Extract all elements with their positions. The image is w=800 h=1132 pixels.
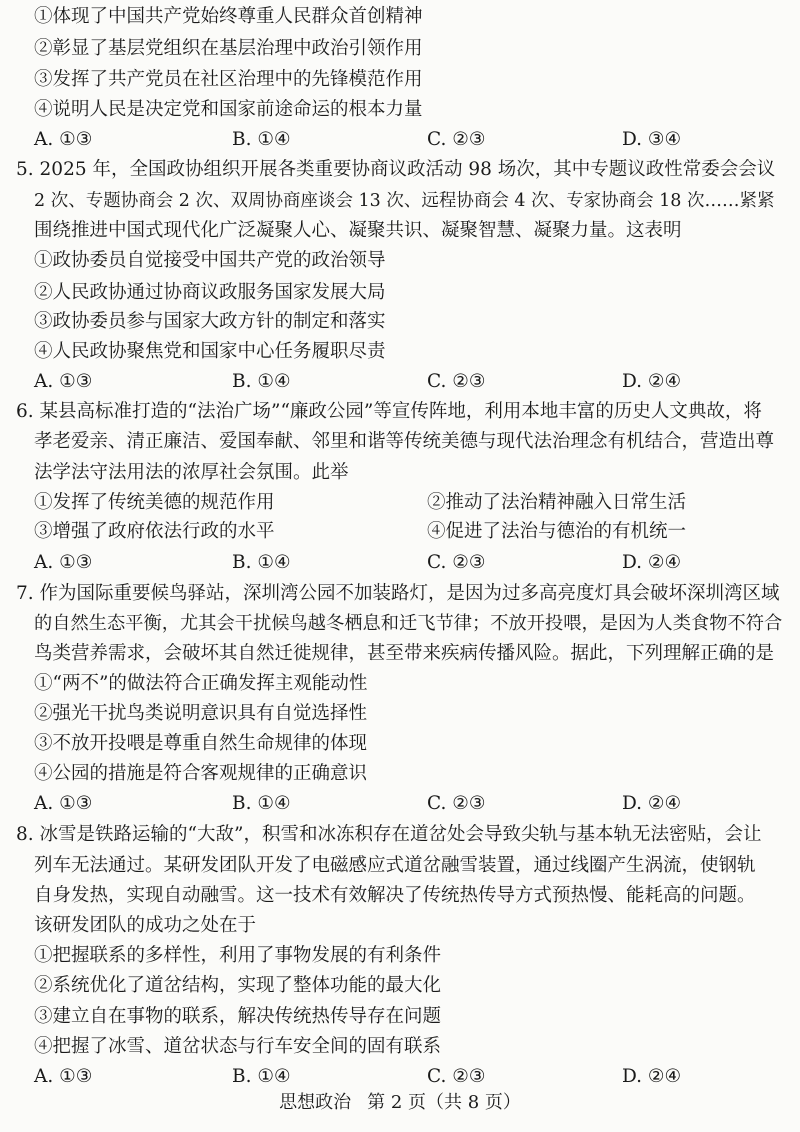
q6-stem-line-2: 孝老爱亲、清正廉洁、爱国奉献、邻里和谐等传统美德与现代法治理念有机结合，营造出尊 — [34, 431, 775, 452]
q6-statement-3: ③增强了政府依法行政的水平 — [34, 521, 275, 542]
q4-option-c[interactable]: C. ②③ — [427, 129, 486, 150]
q5-statement-1: ①政协委员自觉接受中国共产党的政治领导 — [34, 250, 386, 271]
q8-option-c[interactable]: C. ②③ — [427, 1066, 486, 1087]
q4-option-b[interactable]: B. ①④ — [232, 129, 291, 150]
q4-option-a[interactable]: A. ①③ — [34, 129, 93, 150]
footer-page-number: 第 2 页（共 8 页） — [367, 1092, 521, 1113]
q8-stem-line-4: 该研发团队的成功之处在于 — [34, 915, 257, 936]
q5-option-c[interactable]: C. ②③ — [427, 371, 486, 392]
q7-statement-3: ③不放开投喂是尊重自然生命规律的体现 — [34, 733, 368, 754]
q5-stem-line-2: 2 次、专题协商会 2 次、双周协商座谈会 13 次、远程协商会 4 次、专家协商会 18 次……紧紧 — [34, 191, 775, 211]
q5-statement-3: ③政协委员参与国家大政方针的制定和落实 — [34, 311, 386, 332]
q6-option-a[interactable]: A. ①③ — [34, 552, 93, 573]
q8-option-b[interactable]: B. ①④ — [232, 1066, 291, 1087]
q7-statement-4: ④公园的措施是符合客观规律的正确意识 — [34, 763, 368, 784]
q6-statement-1: ①发挥了传统美德的规范作用 — [34, 492, 275, 513]
q8-option-a[interactable]: A. ①③ — [34, 1066, 93, 1087]
q5-option-d[interactable]: D. ②④ — [622, 371, 682, 392]
q6-statement-4: ④促进了法治与德治的有机统一 — [427, 521, 687, 542]
footer-subject: 思想政治 — [279, 1092, 352, 1113]
q5-stem-line-1: 5. 2025 年，全国政协组织开展各类重要协商议政活动 98 场次，其中专题议政性常委会会议 — [16, 159, 776, 180]
q6-option-d[interactable]: D. ②④ — [622, 552, 682, 573]
q4-statement-1: ①体现了中国共产党始终尊重人民群众首创精神 — [34, 6, 423, 27]
q7-option-a[interactable]: A. ①③ — [34, 793, 93, 814]
q4-statement-4: ④说明人民是决定党和国家前途命运的根本力量 — [34, 99, 423, 120]
q8-stem-line-2: 列车无法通过。某研发团队开发了电磁感应式道岔融雪装置，通过线圈产生涡流，使钢轨 — [34, 855, 756, 876]
q5-statement-2: ②人民政协通过协商议政服务国家发展大局 — [34, 282, 386, 303]
q8-stem-line-1: 8. 冰雪是铁路运输的“大敌”，积雪和冰冻积存在道岔处会导致尖轨与基本轨无法密贴，会让 — [16, 824, 762, 845]
q8-statement-3: ③建立自在事物的联系，解决传统热传导存在问题 — [34, 1006, 442, 1027]
q7-statement-1: ①“两不”的做法符合正确发挥主观能动性 — [34, 673, 368, 694]
q7-stem-line-3: 鸟类营养需求，会破坏其自然迁徙规律，甚至带来疾病传播风险。据此，下列理解正确的是 — [34, 643, 775, 664]
q7-stem-line-2: 的自然生态平衡，尤其会干扰候鸟越冬栖息和迁飞节律；不放开投喂，是因为人类食物不符合 — [34, 613, 783, 634]
q7-option-c[interactable]: C. ②③ — [427, 793, 486, 814]
q6-option-c[interactable]: C. ②③ — [427, 552, 486, 573]
q8-option-d[interactable]: D. ②④ — [622, 1066, 682, 1087]
q6-statement-2: ②推动了法治精神融入日常生活 — [427, 492, 687, 513]
q8-statement-4: ④把握了冰雪、道岔状态与行车安全间的固有联系 — [34, 1036, 442, 1057]
q7-stem-line-1: 7. 作为国际重要候鸟驿站，深圳湾公园不加装路灯，是因为过多高亮度灯具会破坏深圳湾区域 — [16, 583, 780, 604]
q4-statement-3: ③发挥了共产党员在社区治理中的先锋模范作用 — [34, 69, 423, 90]
page-footer — [0, 1089, 800, 1117]
q7-statement-2: ②强光干扰鸟类说明意识具有自觉选择性 — [34, 703, 368, 724]
q5-option-b[interactable]: B. ①④ — [232, 371, 291, 392]
q7-option-b[interactable]: B. ①④ — [232, 793, 291, 814]
q5-stem-line-3: 围绕推进中国式现代化广泛凝聚人心、凝聚共识、凝聚智慧、凝聚力量。这表明 — [34, 220, 682, 241]
q4-option-d[interactable]: D. ③④ — [622, 129, 682, 150]
q8-statement-2: ②系统优化了道岔结构，实现了整体功能的最大化 — [34, 975, 442, 996]
q6-stem-line-1: 6. 某县高标准打造的“法治广场”“廉政公园”等宣传阵地，利用本地丰富的历史人文典故，将 — [16, 401, 762, 422]
q5-statement-4: ④人民政协聚焦党和国家中心任务履职尽责 — [34, 341, 386, 362]
q5-option-a[interactable]: A. ①③ — [34, 371, 93, 392]
q4-statement-2: ②彰显了基层党组织在基层治理中政治引领作用 — [34, 38, 423, 59]
q6-stem-line-3: 法学法守法用法的浓厚社会氛围。此举 — [34, 462, 349, 483]
q8-stem-line-3: 自身发热，实现自动融雪。这一技术有效解决了传统热传导方式预热慢、能耗高的问题。 — [34, 885, 756, 906]
q6-option-b[interactable]: B. ①④ — [232, 552, 291, 573]
q8-statement-1: ①把握联系的多样性，利用了事物发展的有利条件 — [34, 945, 442, 966]
q7-option-d[interactable]: D. ②④ — [622, 793, 682, 814]
